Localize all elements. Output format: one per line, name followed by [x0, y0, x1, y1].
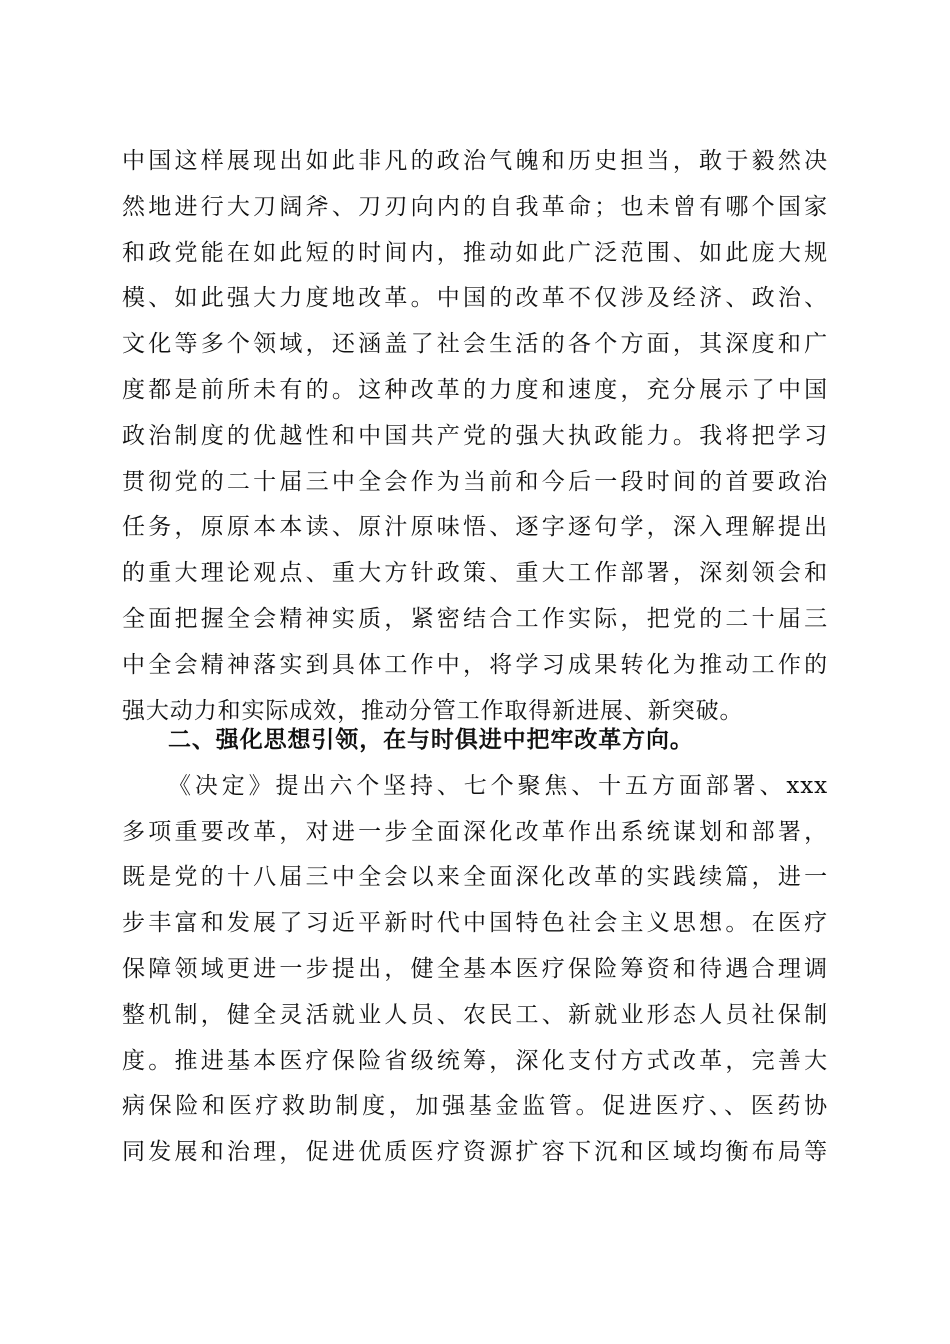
paragraph-line: 多项重要改革，对进一步全面深化改革作出系统谋划和部署， [122, 818, 828, 845]
section-heading: 二、强化思想引领，在与时俱进中把牢改革方向。 [168, 727, 694, 753]
paragraph-line: 中国这样展现出如此非凡的政治气魄和历史担当，敢于毅然决 [122, 148, 828, 174]
section-two [122, 718, 828, 1176]
paragraph-line: 全面把握全会精神实质，紧密结合工作实际，把党的二十届三 [122, 605, 828, 632]
paragraph-line: 中全会精神落实到具体工作中，将学习成果转化为推动工作的 [122, 651, 828, 678]
paragraph-line: 度都是前所未有的。这种改革的力度和速度，充分展示了中国 [122, 376, 828, 403]
paragraph-line: 整机制，健全灵活就业人员、农民工、新就业形态人员社保制 [122, 1001, 828, 1028]
paragraph-line: 模、如此强大力度地改革。中国的改革不仅涉及经济、政治、 [122, 285, 828, 312]
paragraph-line: 政治制度的优越性和中国共产党的强大执政能力。我将把学习 [122, 422, 828, 449]
paragraph-line: 度。推进基本医疗保险省级统筹，深化支付方式改革，完善大 [122, 1047, 828, 1074]
paragraph-line: 文化等多个领域，还涵盖了社会生活的各个方面，其深度和广 [122, 331, 828, 358]
paragraph-line: 步丰富和发展了习近平新时代中国特色社会主义思想。在医疗 [122, 910, 828, 937]
paragraph-line: 同发展和治理，促进优质医疗资源扩容下沉和区域均衡布局等 [122, 1139, 828, 1166]
paragraph-line: 和政党能在如此短的时间内，推动如此广泛范围、如此庞大规 [122, 239, 828, 266]
paragraph-line: 既是党的十八届三中全会以来全面深化改革的实践续篇，进一 [122, 864, 828, 891]
paragraph-line: 任务，原原本本读、原汁原味悟、逐字逐句学，深入理解提出 [122, 514, 828, 541]
paragraph-line: 病保险和医疗救助制度，加强基金监管。促进医疗、、医药协 [122, 1093, 828, 1120]
paragraph-line: 保障领域更进一步提出，健全基本医疗保险筹资和待遇合理调 [122, 955, 828, 982]
paragraph-line: 贯彻党的二十届三中全会作为当前和今后一段时间的首要政治 [122, 468, 828, 495]
paragraph-line: 然地进行大刀阔斧、刀刃向内的自我革命；也未曾有哪个国家 [122, 193, 828, 220]
paragraph-line: 《决定》提出六个坚持、七个聚焦、十五方面部署、xxx [168, 772, 828, 799]
paragraph-line: 的重大理论观点、重大方针政策、重大工作部署，深刻领会和 [122, 560, 828, 587]
paragraph-one [122, 139, 828, 734]
paragraph-line: 强大动力和实际成效，推动分管工作取得新进展、新突破。 [122, 697, 744, 724]
